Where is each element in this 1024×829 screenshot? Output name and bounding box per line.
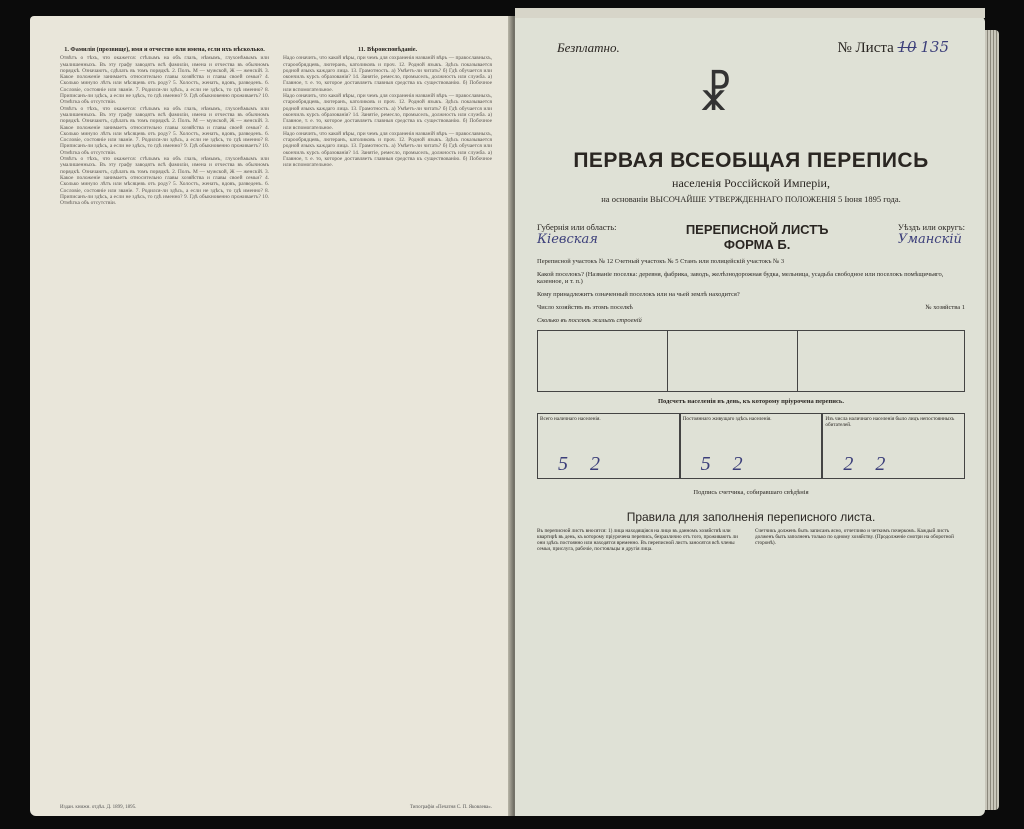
- form-name: ФОРМА Б.: [723, 237, 791, 252]
- count-heading: Подсчетъ населенія въ день, къ которому пріурочена перепись.: [658, 398, 844, 405]
- form-basis: на основаніи ВЫСОЧАЙШЕ УТВЕРЖДЕННАГО ПОЛОЖЕНІЯ 5 Іюня 1895 года.: [601, 194, 901, 204]
- count-present-label: Всего наличнаго населенія.: [540, 416, 601, 422]
- buildings-table-notes: [798, 331, 964, 391]
- census-book: [30, 16, 998, 816]
- left-col1-heading: 1. Фамилія (прозвище), имя и отчество или имена, если ихъ нѣсколько.: [64, 46, 265, 53]
- left-col1-text-repeat2: Отвѣтъ о тѣхъ, что окажется: стѣлымъ на объ глазъ, нѣмымъ, глухонѣмымъ или умалишенныхъ. Въ эту графу заводятъ всѣ фамиліи, имена и отчества въ обычномъ порядкѣ. Означаютъ, сдѣлать въ томъ порядкѣ. 2. Полъ. М — мужской, Ж — женскій. 3. Какое положеніе занимаетъ относительно главы хозяйства и главы своей семьи? 4. Сколько минуло лѣтъ или мѣсяцевъ отъ роду? 5. Холостъ, женатъ, вдовъ, разведенъ. 6. Сословіе, состояніе или званіе. 7. Родился-ли здѣсь, а если не здѣсь, то гдѣ именно? 8. Приписанъ-ли здѣсь, а если не здѣсь, то гдѣ именно? 9. Гдѣ обыкновенно проживаетъ? 10. Отмѣтка объ отсутствіи.: [60, 156, 269, 207]
- right-footer: Типографія «Печатня С. П. Яковлева».: [409, 805, 492, 810]
- count-permanent-m: 5: [700, 453, 711, 475]
- left-col1-text-repeat: Отвѣтъ о тѣхъ, что окажется: стѣлымъ на объ глазъ, нѣмымъ, глухонѣмымъ или умалишенныхъ. Въ эту графу заводятъ всѣ фамиліи, имена и отчества въ обычномъ порядкѣ. Означаютъ, сдѣлать въ томъ порядкѣ. 2. Полъ. М — мужской, Ж — женскій. 3. Какое положеніе занимаетъ относительно главы хозяйства и главы своей семьи? 4. Сколько минуло лѣтъ или мѣсяцевъ отъ роду? 5. Холостъ, женатъ, вдовъ, разведенъ. 6. Сословіе, состояніе или званіе. 7. Родился-ли здѣсь, а если не здѣсь, то гдѣ именно? 8. Приписанъ-ли здѣсь, а если не здѣсь, то гдѣ именно? 9. Гдѣ обыкновенно проживаетъ? 10. Отмѣтка объ отсутствіи.: [60, 105, 269, 156]
- count-present-m: 5: [558, 453, 568, 475]
- owner-line: Кому принадлежитъ означенный поселокъ или на чьей землѣ находится?: [537, 291, 740, 298]
- buildings-line: Сколько въ поселкѣ жилыхъ строеній: [537, 317, 642, 324]
- page-edges: [985, 30, 999, 810]
- rules-text-right: Счетчикъ долженъ быть записанъ ясно, отчетливо и четкимъ почеркомъ. Каждый листъ долженъ быть заполненъ только по одному хозяйству. (Продолженіе смотри на оборотной сторонѣ).: [755, 528, 954, 546]
- district-field: [898, 222, 965, 252]
- count-present: [537, 413, 680, 479]
- buildings-table: [537, 330, 965, 392]
- section-line: Переписной участокъ № 12 Счетный участокъ № 5 Станъ или полицейскій участокъ № 3: [537, 258, 785, 265]
- province-value: Кіевская: [537, 232, 598, 247]
- households-line: Число хозяйствъ въ этомъ поселкѣ: [537, 304, 633, 311]
- province-field: [537, 222, 616, 252]
- count-absent-label: Изъ числа наличнаго населенія было лицъ непостоянныхъ обитателей.: [825, 416, 955, 428]
- province-label: Губернія или область:: [537, 222, 617, 232]
- rules-title: Правила для заполненія переписного листа.: [626, 510, 876, 524]
- sheet-title: ПЕРЕПИСНОЙ ЛИСТЪ: [685, 222, 829, 237]
- count-absent: [822, 413, 965, 479]
- sheet-number-struck: 10: [897, 38, 917, 56]
- buildings-table-col1: [538, 331, 668, 391]
- count-permanent-f: 2: [732, 453, 743, 475]
- sheet-number-value: 135: [920, 38, 949, 56]
- form-title: ПЕРВАЯ ВСЕОБЩАЯ ПЕРЕПИСЬ: [573, 149, 929, 172]
- settlement-line: Какой поселокъ? (Названіе поселка: деревня, фабрика, заводъ, желѣзнодорожная будка, мельница, усадьба свободное или поселокъ помѣщичьяго, казенное, и т. п.): [537, 271, 944, 285]
- left-footer: Издан. книжн. отдѣл. Д. 1899, 1895.: [60, 805, 137, 810]
- free-label: Безплатно.: [557, 39, 620, 55]
- count-permanent: [680, 413, 823, 479]
- population-count-table: [537, 413, 965, 479]
- signature-line: Подпись счетчика, собиравшаго свѣдѣнія: [693, 489, 809, 496]
- buildings-table-col2: [668, 331, 798, 391]
- count-present-f: 2: [590, 453, 600, 475]
- left-col2-text-repeat: Надо означить, что какой вѣры, при чемъ для сохраненія названій вѣръ — православныхъ, старообрядцевъ, лютеранъ, католиковъ и проч. 12. Родной языкъ. Здѣсь показывается родной языкъ каждаго лица. 13. Грамотность. а) Умѣетъ-ли читать? б) Гдѣ обучается или окончилъ курсъ образованія? 14. Занятіе, ремесло, промыселъ, должность или служба. а) Главное, т. е. то, которое доставляетъ главныя средства къ существованію. б) Побочное или вспомогательное.: [283, 93, 492, 131]
- district-value: Уманскій: [897, 232, 962, 247]
- left-col2-text-repeat2: Надо означить, что какой вѣры, при чемъ для сохраненія названій вѣръ — православныхъ, старообрядцевъ, лютеранъ, католиковъ и проч. 12. Родной языкъ. Здѣсь показывается родной языкъ каждаго лица. 13. Грамотность. а) Умѣетъ-ли читать? б) Гдѣ обучается или окончилъ курсъ образованія? 14. Занятіе, ремесло, промыселъ, должность или служба. а) Главное, т. е. то, которое доставляетъ главныя средства къ существованію. б) Побочное или вспомогательное.: [283, 130, 492, 169]
- sheet-label: № Листа: [837, 40, 894, 56]
- sheet-number: [837, 38, 949, 57]
- left-column-1: [60, 42, 269, 802]
- left-col2-text: Надо означить, что какой вѣры, при чемъ для сохраненія названій вѣръ — православныхъ, старообрядцевъ, лютеранъ, католиковъ и проч. 12. Родной языкъ. Здѣсь показывается родной языкъ каждаго лица. 13. Грамотность. а) Умѣетъ-ли читать? б) Гдѣ обучается или окончилъ курсъ образованія? 14. Занятіе, ремесло, промыселъ, должность или служба. а) Главное, т. е. то, которое доставляетъ главныя средства къ существованію. б) Побочное или вспомогательное.: [283, 55, 492, 93]
- form-subtitle: населенія Россійской Имперіи,: [672, 176, 830, 190]
- count-absent-m: 2: [843, 453, 854, 475]
- household-number: № хозяйства 1: [925, 304, 965, 311]
- rules-text-left: Въ переписной листъ вносятся: 1) лица находящіяся на лицо въ данномъ хозяйствѣ или квартирѣ въ день, къ которому пріурочена перепись, безразлично отъ того, проживаютъ ли они здѣсь постоянно или находятся временно. Въ переписной листъ заносятся всѣ члены семьи, прислуга, рабочіе, постояльцы и другія лица.: [537, 528, 738, 552]
- rules-text-block: [537, 528, 965, 618]
- imperial-eagle-icon: ☧: [698, 71, 733, 120]
- left-column-2: [283, 42, 492, 802]
- count-permanent-label: Постояннаго живущаго здѣсь населенія.: [682, 416, 772, 422]
- left-col1-text: Отвѣтъ о тѣхъ, что окажется: стѣлымъ на объ глазъ, нѣмымъ, глухонѣмымъ или умалишенныхъ. Въ эту графу заводятъ всѣ фамиліи, имена и отчества въ обычномъ порядкѣ. Означаютъ, сдѣлать въ томъ порядкѣ. 2. Полъ. М — мужской, Ж — женскій. 3. Какое положеніе занимаетъ относительно главы хозяйства и главы своей семьи? 4. Сколько минуло лѣтъ или мѣсяцевъ отъ роду? 5. Холостъ, женатъ, вдовъ, разведенъ. 6. Сословіе, состояніе или званіе. 7. Родился-ли здѣсь, а если не здѣсь, то гдѣ именно? 8. Приписанъ-ли здѣсь, а если не здѣсь, то гдѣ именно? 9. Гдѣ обыкновенно проживаетъ? 10. Отмѣтка объ отсутствіи.: [60, 55, 269, 106]
- left-page: [30, 16, 512, 816]
- census-form-page: [515, 16, 985, 816]
- page-stack-edge: [515, 8, 985, 18]
- district-label: Уѣздъ или округъ:: [897, 222, 965, 232]
- left-col2-heading: 11. Вѣроисповѣданіе.: [358, 46, 417, 53]
- count-absent-f: 2: [875, 453, 886, 475]
